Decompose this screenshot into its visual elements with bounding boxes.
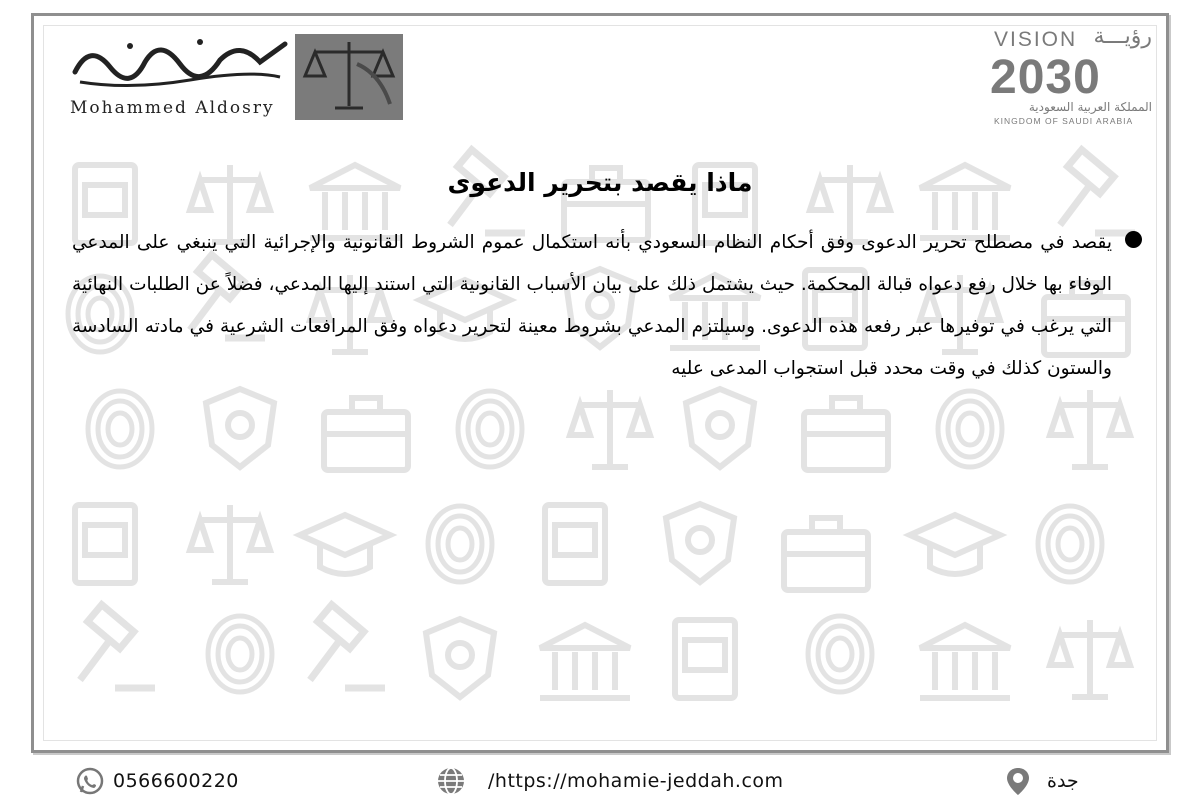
content-block (72, 222, 1142, 409)
vision-kingdom-en: KINGDOM OF SAUDI ARABIA (994, 116, 1134, 126)
footer-website[interactable] (436, 766, 784, 796)
body-paragraph: يقصد في مصطلح تحرير الدعوى وفق أحكام النظام السعودي بأنه استكمال عموم الشروط القانونية والإجرائية التي ينبغي على المدعي الوفاء بها خلال رفع دعواه قبالة المحكمة. حيث يشتمل ذلك على بيان الأسباب القانونية التي استند إليها المدعي، فضلاً عن الطلبات النهائية التي يرغب في توفيرها عبر رفعه هذه الدعوى. وسيلتزم المدعي بشروط معينة لتحرير دعواه وفق المرافعات الشرعية في مادته السادسة والستون كذلك في وقت محدد قبل استجواب المدعى عليه (72, 232, 1112, 379)
vision-word-ar: رؤيـــة (1093, 24, 1152, 49)
bullet-icon (1125, 231, 1142, 248)
scales-of-justice-icon (295, 34, 403, 120)
footer-phone[interactable] (75, 766, 239, 796)
footer (0, 760, 1200, 800)
whatsapp-icon (75, 766, 105, 796)
firm-logo (70, 32, 405, 122)
phone-number: 0566600220 (113, 770, 239, 792)
firm-logo-script (70, 32, 290, 92)
website-url: /https://mohamie-jeddah.com (488, 770, 784, 792)
globe-icon (436, 766, 466, 796)
location-city: جدة (1047, 770, 1079, 792)
vision-2030-logo (990, 24, 1160, 128)
vision-year: 2030 (990, 51, 1101, 104)
footer-location[interactable] (1003, 766, 1079, 796)
vision-word: VISION (994, 28, 1078, 51)
page-title: ماذا يقصد بتحرير الدعوى (447, 168, 753, 197)
location-pin-icon (1003, 766, 1033, 796)
firm-logo-name-en: Mohammed Aldosry (70, 98, 275, 118)
vision-kingdom-ar: المملكة العربية السعودية (1028, 100, 1152, 114)
